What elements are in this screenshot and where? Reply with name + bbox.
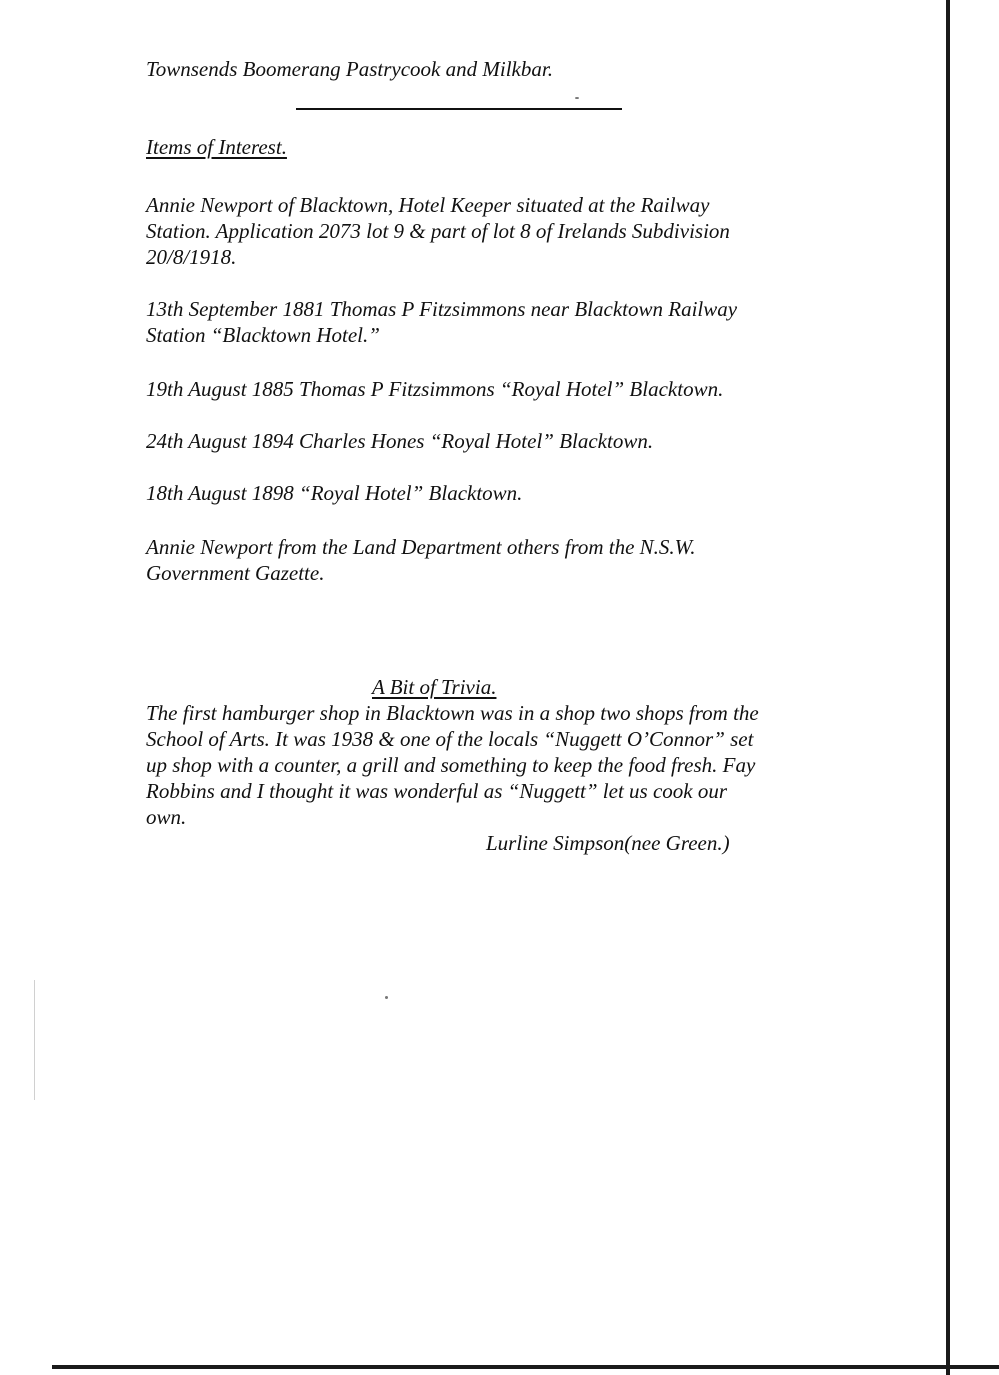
entry-paragraph <box>146 296 737 348</box>
scan-edge-right <box>946 0 950 1375</box>
scan-edge-left <box>34 980 35 1100</box>
trivia-line: The first hamburger shop in Blacktown was in a shop two shops from the <box>146 701 759 725</box>
document-title: Townsends Boomerang Pastrycook and Milkbar. <box>146 57 553 81</box>
entry-line: 19th August 1885 Thomas P Fitzsimmons “Royal Hotel” Blacktown. <box>146 377 724 401</box>
scan-speck <box>385 996 388 999</box>
trivia-heading: A Bit of Trivia. <box>372 675 497 699</box>
entry-line: 24th August 1894 Charles Hones “Royal Hotel” Blacktown. <box>146 429 654 453</box>
entry-line: 13th September 1881 Thomas P Fitzsimmons near Blacktown Railway <box>146 297 738 321</box>
entry-line: Annie Newport from the Land Department others from the N.S.W. <box>146 535 696 559</box>
entry-paragraph <box>146 192 730 270</box>
entry-paragraph <box>146 534 696 586</box>
section-heading: Items of Interest. <box>146 135 287 159</box>
entry-line: Station “Blacktown Hotel.” <box>146 323 380 347</box>
scan-edge-bottom <box>52 1365 999 1369</box>
entry-line: Station. Application 2073 lot 9 & part of lot 8 of Irelands Subdivision <box>146 219 730 243</box>
trivia-line: School of Arts. It was 1938 & one of the locals “Nuggett O’Connor” set <box>146 727 754 751</box>
entry-line: 20/8/1918. <box>146 245 237 269</box>
trivia-line: own. <box>146 805 187 829</box>
entry-paragraph <box>146 376 723 402</box>
trivia-line: Robbins and I thought it was wonderful as “Nuggett” let us cook our <box>146 779 728 803</box>
scan-speck <box>575 97 579 99</box>
trivia-paragraph <box>146 700 759 830</box>
title-rule <box>296 108 622 110</box>
trivia-signature: Lurline Simpson(nee Green.) <box>486 831 730 855</box>
entry-line: Annie Newport of Blacktown, Hotel Keeper situated at the Railway <box>146 193 710 217</box>
entry-line: Government Gazette. <box>146 561 325 585</box>
entry-line: 18th August 1898 “Royal Hotel” Blacktown. <box>146 481 523 505</box>
trivia-line: up shop with a counter, a grill and something to keep the food fresh. Fay <box>146 753 756 777</box>
entry-paragraph <box>146 428 653 454</box>
entry-paragraph <box>146 480 522 506</box>
